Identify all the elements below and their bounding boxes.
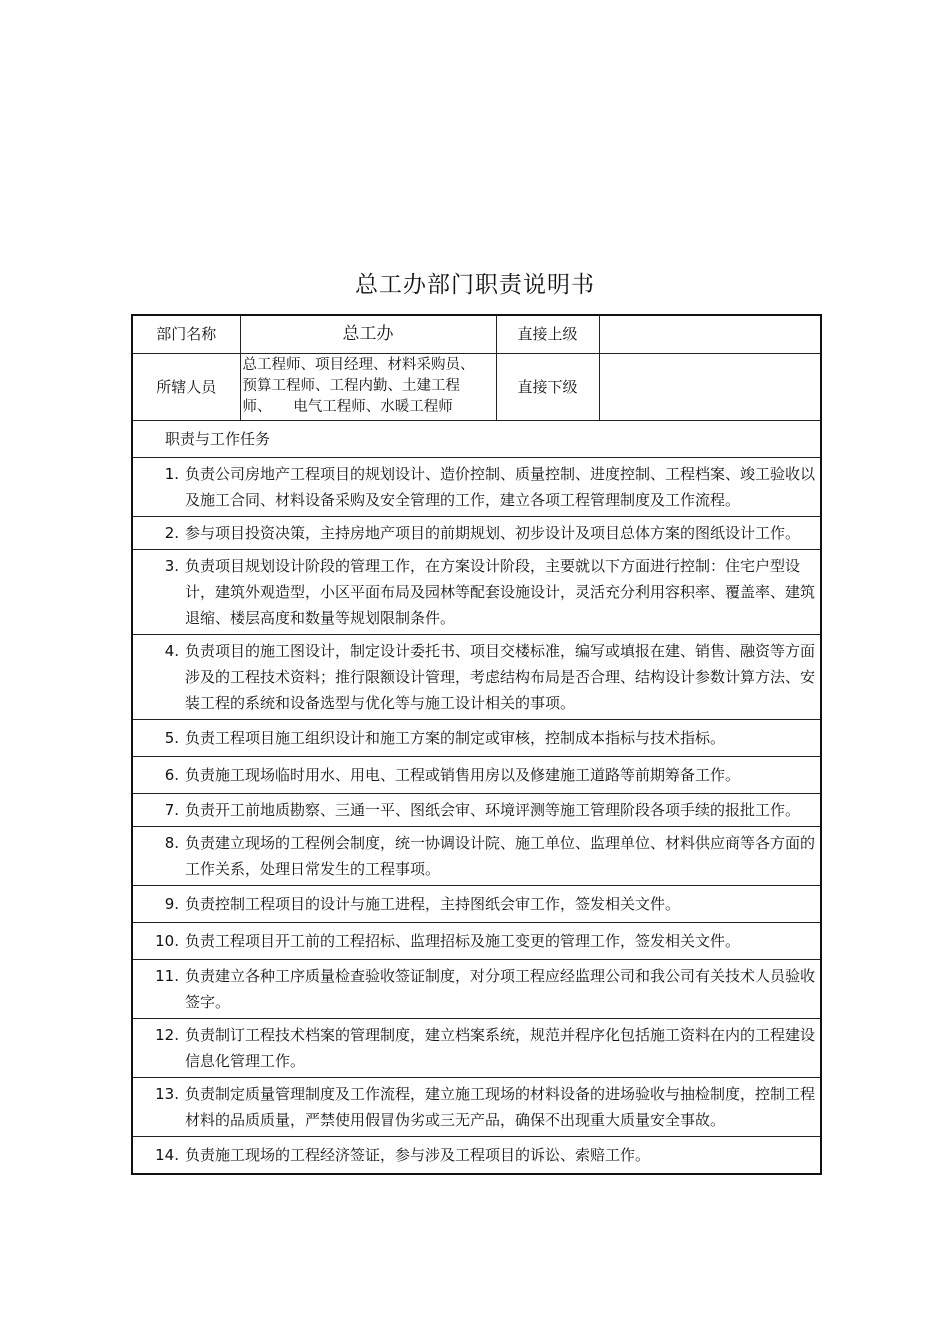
duty-number: 9. [164,894,179,913]
subordinate-value [599,353,821,420]
dept-name-label: 部门名称 [132,315,240,353]
staff-line: 总工程师、项目经理、材料采购员、 [242,357,475,373]
duty-text: 负责控制工程项目的设计与施工进程，主持图纸会审工作，签发相关文件。 [185,894,681,913]
duty-number: 5. [164,728,179,747]
duty-text: 负责项目的施工图设计，制定设计委托书、项目交楼标准，编写或填报在建、销售、融资等方面涉及的工程技术资料；推行限额设计管理，考虑结构布局是否合理、结构设计参数计算方法、安装工程的系统和设备选型与优化等与施工设计相关的事项。 [185,641,816,712]
duty-text: 负责建立现场的工程例会制度，统一协调设计院、施工单位、监理单位、材料供应商等各方面的工作关系，处理日常发生的工程事项。 [185,833,816,878]
duty-text: 负责施工现场的工程经济签证，参与涉及工程项目的诉讼、索赔工作。 [185,1145,651,1164]
duty-item [132,1136,821,1174]
duty-text: 负责制定质量管理制度及工作流程，建立施工现场的材料设备的进场验收与抽检制度，控制工程材料的品质质量，严禁使用假冒伪劣或三无产品，确保不出现重大质量安全事故。 [185,1084,816,1129]
duty-text: 负责制订工程技术档案的管理制度，建立档案系统，规范并程序化包括施工资料在内的工程建设信息化管理工作。 [185,1025,816,1070]
duty-item [132,634,821,719]
duty-item [132,457,821,516]
duty-number: 12. [155,1025,179,1044]
duty-number: 6. [164,765,179,784]
dept-name-value: 总工办 [240,315,496,353]
staff-value [240,353,496,420]
duty-number: 2. [164,523,179,542]
duty-number: 4. [164,641,179,660]
duty-item [132,826,821,885]
duty-text: 负责工程项目开工前的工程招标、监理招标及施工变更的管理工作，签发相关文件。 [185,931,741,950]
duty-item [132,756,821,793]
duty-item [132,922,821,959]
duty-item [132,793,821,826]
duty-number: 3. [164,556,179,575]
duty-item [132,1018,821,1077]
duty-text: 负责施工现场临时用水、用电、工程或销售用房以及修建施工道路等前期筹备工作。 [185,765,741,784]
duty-item [132,1077,821,1136]
duty-text: 负责开工前地质勘察、三通一平、图纸会审、环境评测等施工管理阶段各项手续的报批工作。 [185,800,801,819]
duty-table [131,314,822,1175]
duty-text: 负责工程项目施工组织设计和施工方案的制定或审核，控制成本指标与技术指标。 [185,728,726,747]
superior-label: 直接上级 [496,315,599,353]
duty-number: 13. [155,1084,179,1103]
superior-value [599,315,821,353]
duty-number: 1. [164,464,179,483]
duty-number: 7. [164,800,179,819]
duty-number: 10. [155,931,179,950]
duty-item [132,516,821,549]
section-title: 职责与工作任务 [132,420,821,457]
duty-number: 8. [164,833,179,852]
duty-item [132,885,821,922]
staff-line: 师、 电气工程师、水暖工程师 [242,399,453,415]
page-title: 总工办部门职责说明书 [355,272,595,298]
staff-line: 预算工程师、工程内勤、土建工程 [242,378,460,394]
subordinate-label: 直接下级 [496,353,599,420]
duty-item [132,549,821,634]
duty-number: 14. [155,1145,179,1164]
duty-text: 负责公司房地产工程项目的规划设计、造价控制、质量控制、进度控制、工程档案、竣工验收以及施工合同、材料设备采购及安全管理的工作，建立各项工程管理制度及工作流程。 [185,464,816,509]
duty-item [132,719,821,756]
duty-item [132,959,821,1018]
duty-number: 11. [155,966,179,985]
duty-text: 负责项目规划设计阶段的管理工作，在方案设计阶段，主要就以下方面进行控制：住宅户型设计，建筑外观造型，小区平面布局及园林等配套设施设计，灵活充分利用容积率、覆盖率、建筑退缩、楼层高度和数量等规划限制条件。 [185,556,816,627]
duty-text: 负责建立各种工序质量检查验收签证制度，对分项工程应经监理公司和我公司有关技术人员验收签字。 [185,966,816,1011]
staff-label: 所辖人员 [132,353,240,420]
duty-text: 参与项目投资决策，主持房地产项目的前期规划、初步设计及项目总体方案的图纸设计工作。 [185,523,801,542]
